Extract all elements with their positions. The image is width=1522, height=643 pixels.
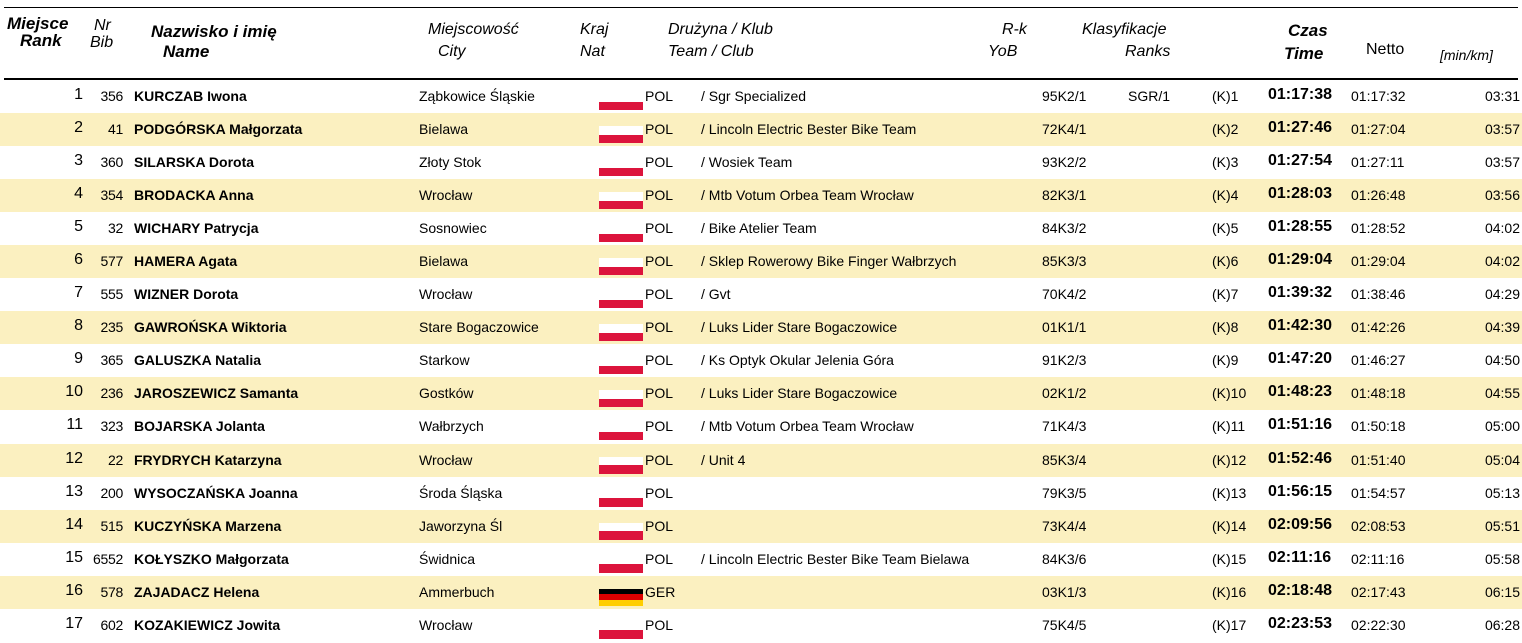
nat-cell: POL [645, 517, 674, 534]
bib-cell: 354 [100, 187, 123, 204]
rank-cell: 17 [65, 614, 83, 632]
netto-cell: 02:08:53 [1351, 517, 1406, 534]
city-cell: Środa Śląska [419, 484, 503, 501]
bib-cell: 578 [100, 583, 123, 600]
rank-cell: 5 [74, 218, 83, 236]
table-row [0, 245, 1522, 278]
name-cell: JAROSZEWICZ Samanta [134, 385, 299, 402]
rank-cell: 9 [74, 350, 83, 368]
city-cell: Jaworzyna Śl [419, 517, 503, 534]
results-table [0, 80, 1522, 642]
time-cell: 01:27:54 [1268, 152, 1333, 170]
rank-cell: 10 [65, 383, 83, 401]
nat-cell: POL [645, 616, 674, 633]
name-cell: KOŁYSZKO Małgorzata [134, 550, 289, 567]
time-cell: 01:47:20 [1268, 350, 1333, 368]
yob-cell: 75K4/5 [1042, 616, 1087, 633]
category-rank-cell: (K)13 [1212, 484, 1247, 501]
team-cell: / Bike Atelier Team [701, 220, 817, 237]
poland-flag-icon [599, 192, 643, 209]
yob-cell: 73K4/4 [1042, 517, 1087, 534]
table-row [0, 410, 1522, 443]
table-row [0, 609, 1522, 642]
poland-flag-icon [599, 357, 643, 374]
nat-cell: POL [645, 154, 674, 171]
yob-cell: 79K3/5 [1042, 484, 1087, 501]
table-row [0, 377, 1522, 410]
rank-cell: 6 [74, 251, 83, 269]
rank-cell: 11 [66, 416, 83, 434]
netto-cell: 01:50:18 [1351, 418, 1406, 435]
pace-cell: 06:28 [1484, 616, 1520, 633]
poland-flag-icon [599, 93, 643, 110]
category-rank-cell: (K)8 [1212, 319, 1239, 336]
team-cell: / Luks Lider Stare Bogaczowice [701, 385, 898, 402]
name-cell: PODGÓRSKA Małgorzata [134, 121, 303, 138]
header-rank-pl: Miejsce [7, 14, 69, 33]
team-cell: / Sklep Rowerowy Bike Finger Wałbrzych [701, 253, 957, 270]
netto-cell: 01:26:48 [1351, 187, 1406, 204]
nat-cell: POL [645, 352, 674, 369]
yob-cell: 85K3/4 [1042, 451, 1087, 468]
category-rank-cell: (K)16 [1212, 583, 1247, 600]
header-team-pl: Drużyna / Klub [668, 21, 773, 38]
germany-flag-icon [599, 589, 643, 606]
rank-cell: 2 [74, 119, 83, 137]
bib-cell: 236 [100, 385, 123, 402]
bib-cell: 577 [100, 253, 123, 270]
nat-cell: POL [645, 220, 674, 237]
city-cell: Wrocław [419, 451, 473, 468]
header-netto: Netto [1366, 41, 1405, 58]
pace-cell: 04:39 [1484, 319, 1520, 336]
time-cell: 02:18:48 [1268, 581, 1333, 599]
netto-cell: 01:51:40 [1351, 451, 1406, 468]
time-cell: 01:28:55 [1268, 218, 1333, 236]
rank-cell: 15 [65, 548, 83, 566]
header-city-pl: Miejscowość [428, 21, 519, 38]
team-cell: / Unit 4 [701, 451, 746, 468]
category-rank-cell: (K)4 [1212, 187, 1239, 204]
pace-cell: 05:00 [1484, 418, 1520, 435]
bib-cell: 41 [108, 121, 123, 138]
nat-cell: POL [645, 88, 674, 104]
netto-cell: 02:11:16 [1351, 550, 1405, 567]
netto-cell: 01:38:46 [1351, 286, 1406, 303]
category-rank-cell: (K)10 [1212, 385, 1247, 402]
yob-cell: 84K3/6 [1042, 550, 1087, 567]
pace-cell: 04:55 [1484, 385, 1520, 402]
header-name-pl: Nazwisko i imię [151, 22, 277, 41]
header-team-en: Team / Club [668, 43, 754, 60]
header-ranks-en: Ranks [1125, 43, 1171, 60]
yob-cell: 02K1/2 [1042, 385, 1087, 402]
pace-cell: 04:02 [1484, 253, 1520, 270]
table-row [0, 444, 1522, 477]
yob-cell: 03K1/3 [1042, 583, 1087, 600]
time-cell: 01:17:38 [1268, 86, 1333, 103]
city-cell: Gostków [419, 385, 474, 402]
table-row [0, 80, 1522, 113]
poland-flag-icon [599, 523, 643, 540]
poland-flag-icon [599, 291, 643, 308]
netto-cell: 01:42:26 [1351, 319, 1406, 336]
time-cell: 01:29:04 [1268, 251, 1333, 269]
bib-cell: 360 [100, 154, 123, 171]
name-cell: ZAJADACZ Helena [134, 583, 260, 600]
yob-cell: 70K4/2 [1042, 286, 1087, 303]
category-rank-cell: (K)2 [1212, 121, 1239, 138]
name-cell: HAMERA Agata [134, 253, 238, 270]
pace-cell: 06:15 [1484, 583, 1520, 600]
netto-cell: 01:17:32 [1351, 88, 1406, 104]
city-cell: Wrocław [419, 187, 473, 204]
name-cell: SILARSKA Dorota [134, 154, 255, 171]
table-row [0, 344, 1522, 377]
nat-cell: POL [645, 253, 674, 270]
category-rank-cell: (K)5 [1212, 220, 1239, 237]
time-cell: 01:48:23 [1268, 383, 1333, 401]
header-nat-pl: Kraj [580, 21, 609, 38]
team-cell: / Ks Optyk Okular Jelenia Góra [701, 352, 894, 369]
nat-cell: POL [645, 484, 674, 501]
table-row [0, 212, 1522, 245]
nat-cell: POL [645, 451, 674, 468]
poland-flag-icon [599, 423, 643, 440]
bib-cell: 32 [108, 220, 123, 237]
yob-cell: 01K1/1 [1042, 319, 1087, 336]
header-pace: [min/km] [1440, 47, 1493, 63]
table-row [0, 179, 1522, 212]
team-cell: / Lincoln Electric Bester Bike Team Bielawa [701, 550, 970, 567]
header-time-en: Time [1284, 44, 1324, 63]
netto-cell: 01:29:04 [1351, 253, 1406, 270]
bib-cell: 235 [100, 319, 123, 336]
yob-cell: 91K2/3 [1042, 352, 1087, 369]
netto-cell: 02:22:30 [1351, 616, 1406, 633]
category-rank-cell: (K)9 [1212, 352, 1239, 369]
poland-flag-icon [599, 490, 643, 507]
time-cell: 01:51:16 [1268, 416, 1333, 434]
time-cell: 01:52:46 [1268, 449, 1333, 467]
team-cell: / Lincoln Electric Bester Bike Team [701, 121, 917, 138]
category-rank-cell: (K)17 [1212, 616, 1247, 633]
header-city-en: City [438, 43, 466, 60]
table-row [0, 477, 1522, 510]
header-yob-pl: R-k [1002, 21, 1027, 38]
city-cell: Wrocław [419, 286, 473, 303]
table-row [0, 543, 1522, 576]
table-row [0, 146, 1522, 179]
rank-cell: 7 [74, 284, 83, 302]
poland-flag-icon [599, 390, 643, 407]
pace-cell: 05:04 [1484, 451, 1520, 468]
rank-cell: 16 [65, 581, 83, 599]
netto-cell: 02:17:43 [1351, 583, 1406, 600]
name-cell: KURCZAB Iwona [134, 88, 247, 104]
pace-cell: 03:31 [1484, 88, 1520, 104]
bib-cell: 22 [108, 451, 123, 468]
poland-flag-icon [599, 457, 643, 474]
pace-cell: 05:13 [1484, 484, 1520, 501]
poland-flag-icon [599, 556, 643, 573]
poland-flag-icon [599, 126, 643, 143]
category-rank-cell: (K)14 [1212, 517, 1247, 534]
city-cell: Złoty Stok [419, 154, 482, 171]
yob-cell: 71K4/3 [1042, 418, 1087, 435]
time-cell: 02:23:53 [1268, 614, 1333, 632]
bib-cell: 515 [100, 517, 123, 534]
category-rank-cell: (K)6 [1212, 253, 1239, 270]
rank-cell: 3 [74, 152, 83, 170]
time-cell: 02:11:16 [1268, 548, 1332, 566]
rank-cell: 12 [65, 449, 83, 467]
yob-cell: 84K3/2 [1042, 220, 1087, 237]
table-row [0, 278, 1522, 311]
city-cell: Świdnica [419, 550, 476, 567]
netto-cell: 01:46:27 [1351, 352, 1406, 369]
poland-flag-icon [599, 225, 643, 242]
nat-cell: POL [645, 418, 674, 435]
nat-cell: POL [645, 187, 674, 204]
name-cell: GAWROŃSKA Wiktoria [134, 319, 287, 336]
yob-cell: 82K3/1 [1042, 187, 1087, 204]
table-row [0, 113, 1522, 146]
name-cell: KUCZYŃSKA Marzena [134, 517, 282, 534]
class-cell: SGR/1 [1128, 88, 1171, 104]
city-cell: Ząbkowice Śląskie [419, 88, 535, 104]
city-cell: Wałbrzych [419, 418, 484, 435]
category-rank-cell: (K)3 [1212, 154, 1239, 171]
rank-cell: 14 [65, 515, 83, 533]
pace-cell: 03:57 [1484, 121, 1520, 138]
city-cell: Bielawa [419, 253, 469, 270]
poland-flag-icon [599, 324, 643, 341]
pace-cell: 03:56 [1484, 187, 1520, 204]
pace-cell: 05:51 [1484, 517, 1520, 534]
pace-cell: 04:50 [1484, 352, 1520, 369]
name-cell: FRYDRYCH Katarzyna [134, 451, 282, 468]
netto-cell: 01:27:11 [1351, 154, 1405, 171]
yob-cell: 72K4/1 [1042, 121, 1087, 138]
table-row [0, 576, 1522, 609]
pace-cell: 03:57 [1484, 154, 1520, 171]
rank-cell: 13 [65, 482, 83, 500]
header-ranks-pl: Klasyfikacje [1082, 21, 1167, 38]
city-cell: Wrocław [419, 616, 473, 633]
yob-cell: 93K2/2 [1042, 154, 1087, 171]
yob-cell: 85K3/3 [1042, 253, 1087, 270]
header-time-pl: Czas [1288, 21, 1328, 40]
netto-cell: 01:48:18 [1351, 385, 1406, 402]
header-yob-en: YoB [988, 43, 1018, 60]
nat-cell: POL [645, 319, 674, 336]
nat-cell: POL [645, 286, 674, 303]
city-cell: Ammerbuch [419, 583, 495, 600]
nat-cell: POL [645, 550, 674, 567]
rank-cell: 8 [74, 317, 83, 335]
pace-cell: 04:02 [1484, 220, 1520, 237]
name-cell: BRODACKA Anna [134, 187, 254, 204]
time-cell: 02:09:56 [1268, 515, 1333, 533]
poland-flag-icon [599, 622, 643, 639]
time-cell: 01:39:32 [1268, 284, 1333, 302]
team-cell: / Gvt [701, 286, 731, 303]
category-rank-cell: (K)7 [1212, 286, 1239, 303]
pace-cell: 04:29 [1484, 286, 1520, 303]
name-cell: WIZNER Dorota [134, 286, 239, 303]
poland-flag-icon [599, 258, 643, 275]
yob-cell: 95K2/1 [1042, 88, 1087, 104]
netto-cell: 01:28:52 [1351, 220, 1406, 237]
netto-cell: 01:27:04 [1351, 121, 1406, 138]
header-nat-en: Nat [580, 43, 605, 60]
netto-cell: 01:54:57 [1351, 484, 1406, 501]
pace-cell: 05:58 [1484, 550, 1520, 567]
category-rank-cell: (K)1 [1212, 88, 1239, 104]
name-cell: BOJARSKA Jolanta [134, 418, 265, 435]
team-cell: / Wosiek Team [701, 154, 793, 171]
header-name-en: Name [163, 42, 210, 61]
nat-cell: GER [645, 583, 676, 600]
bib-cell: 602 [100, 616, 123, 633]
time-cell: 01:42:30 [1268, 317, 1333, 335]
name-cell: KOZAKIEWICZ Jowita [134, 616, 281, 633]
nat-cell: POL [645, 385, 674, 402]
rank-cell: 1 [74, 86, 83, 103]
table-row [0, 311, 1522, 344]
city-cell: Sosnowiec [419, 220, 487, 237]
bib-cell: 555 [100, 286, 123, 303]
name-cell: GALUSZKA Natalia [134, 352, 262, 369]
city-cell: Starkow [419, 352, 470, 369]
team-cell: / Sgr Specialized [701, 88, 807, 104]
poland-flag-icon [599, 159, 643, 176]
rank-cell: 4 [74, 185, 83, 203]
category-rank-cell: (K)12 [1212, 451, 1247, 468]
bib-cell: 365 [100, 352, 123, 369]
header-bib-en: Bib [90, 34, 114, 51]
bib-cell: 323 [100, 418, 123, 435]
header-rank-en: Rank [20, 31, 62, 50]
bib-cell: 200 [100, 484, 123, 501]
header-bib-pl: Nr [94, 17, 111, 34]
nat-cell: POL [645, 121, 674, 138]
name-cell: WICHARY Patrycja [134, 220, 259, 237]
team-cell: / Luks Lider Stare Bogaczowice [701, 319, 898, 336]
time-cell: 01:27:46 [1268, 119, 1333, 137]
table-header [0, 0, 1522, 80]
table-row [0, 510, 1522, 543]
city-cell: Bielawa [419, 121, 469, 138]
bib-cell: 356 [100, 88, 123, 104]
time-cell: 01:56:15 [1268, 482, 1333, 500]
team-cell: / Mtb Votum Orbea Team Wrocław [701, 187, 914, 204]
category-rank-cell: (K)15 [1212, 550, 1247, 567]
category-rank-cell: (K)11 [1212, 418, 1246, 435]
team-cell: / Mtb Votum Orbea Team Wrocław [701, 418, 914, 435]
bib-cell: 6552 [93, 550, 123, 567]
city-cell: Stare Bogaczowice [419, 319, 539, 336]
time-cell: 01:28:03 [1268, 185, 1333, 203]
name-cell: WYSOCZAŃSKA Joanna [134, 484, 298, 501]
